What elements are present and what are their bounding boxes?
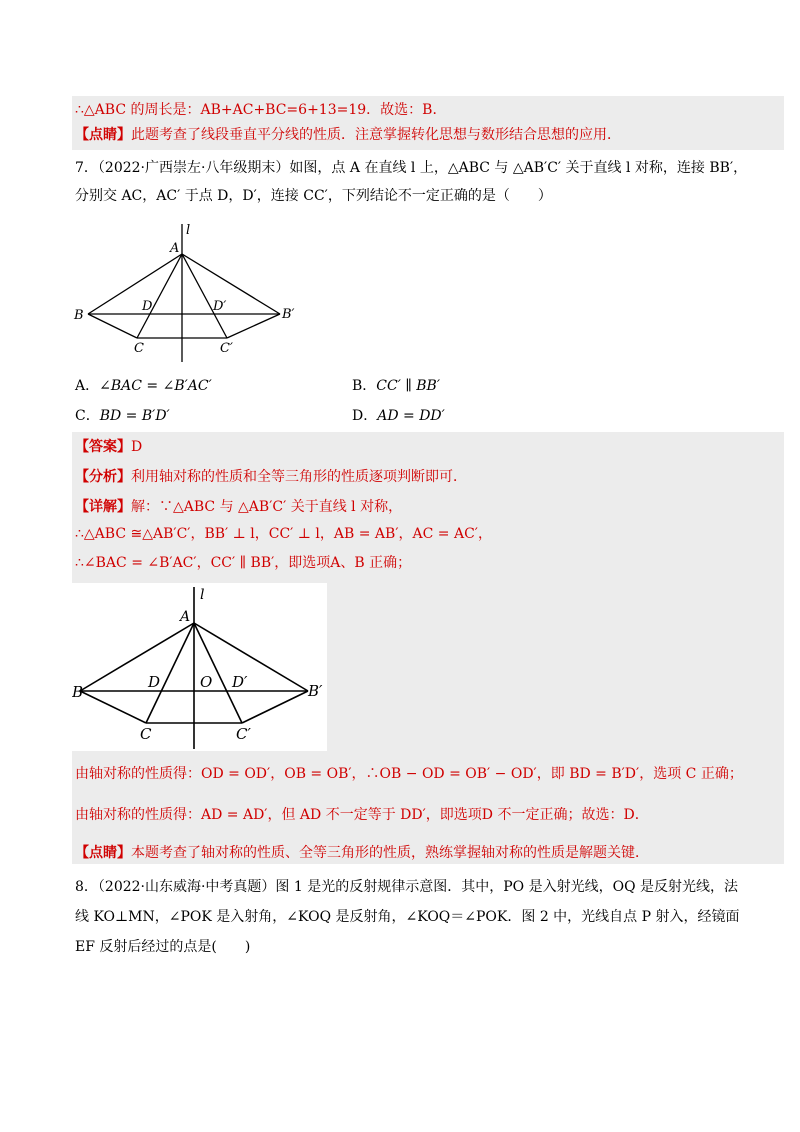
- detail-line3: ∴∠BAC = ∠B′AC′，CC′ ∥ BB′，即选项A、B 正确；: [75, 555, 412, 571]
- label-A: A: [170, 241, 180, 256]
- label-B: B: [74, 308, 84, 323]
- fig2-label-A: A: [180, 609, 191, 625]
- fig2-label-Cp: C′: [236, 725, 251, 743]
- q7-stem-line2: 分别交 AC，AC′ 于点 D，D′，连接 CC′，下列结论不一定正确的是（ ）: [75, 188, 552, 204]
- fig2-label-O: O: [200, 673, 213, 691]
- fig2-label-B: B: [72, 683, 84, 701]
- fig2-label-l: l: [200, 587, 205, 603]
- q8-stem-line1: 8．（2022·山东威海·中考真题）图 1 是光的反射规律示意图．其中，PO 是入射光线，OQ 是反射光线，法: [75, 879, 738, 895]
- prev-comment: [75, 125, 621, 145]
- fig2-label-D: D: [148, 673, 161, 691]
- fig2-label-Dp: D′: [232, 673, 248, 691]
- option-d: D．AD = DD′: [352, 408, 445, 424]
- q7-figure: [70, 218, 300, 366]
- label-Cp: C′: [220, 341, 233, 356]
- analysis-line: 【分析】利用轴对称的性质和全等三角形的性质逐项判断即可．: [75, 469, 467, 485]
- detail-line4: 由轴对称的性质得：OD = OD′，OB = OB′，∴OB − OD = OB′ − OD′，即 BD = B′D′，选项 C 正确；: [75, 766, 743, 782]
- option-a: A．∠BAC = ∠B′AC′: [75, 378, 212, 394]
- q8-stem-line2: 线 KO⊥MN，∠POK 是入射角，∠KOQ 是反射角，∠KOQ＝∠POK．图 2 中，光线自点 P 射入，经镜面: [75, 909, 740, 925]
- comment-tag: 【点睛】: [75, 127, 131, 143]
- detail-line5: 由轴对称的性质得：AD = AD′，但 AD 不一定等于 DD′，即选项D 不一定正确；故选：D．: [75, 807, 649, 823]
- label-Dp: D′: [213, 299, 227, 314]
- option-b: B．CC′ ∥ BB′: [352, 378, 441, 394]
- label-l: l: [186, 223, 191, 238]
- q7-stem-line1: 7．（2022·广西崇左·八年级期末）如图，点 A 在直线 l 上，△ABC 与 △AB′C′ 关于直线 l 对称，连接 BB′，: [75, 160, 748, 176]
- detail-line2: ∴△ABC ≅△AB′C′，BB′ ⊥ l，CC′ ⊥ l，AB = AB′，AC = AC′，: [75, 526, 492, 542]
- label-Bp: B′: [282, 307, 295, 322]
- label-D: D: [142, 299, 153, 314]
- option-c: C．BD = B′D′: [75, 408, 170, 424]
- answer-line: 【答案】D: [75, 439, 143, 455]
- fig2-label-Bp: B′: [308, 682, 323, 700]
- comment-text: 此题考查了线段垂直平分线的性质．注意掌握转化思想与数形结合思想的应用．: [131, 127, 621, 143]
- q7-solution-figure: [72, 583, 327, 751]
- prev-conclusion: ∴△ABC 的周长是：AB+AC+BC=6+13=19．故选：B．: [75, 102, 447, 118]
- fig2-label-C: C: [140, 725, 152, 743]
- detail-line1: 【详解】解：∵△ABC 与 △AB′C′ 关于直线 l 对称，: [75, 499, 403, 515]
- q7-comment: 【点睛】本题考查了轴对称的性质、全等三角形的性质，熟练掌握轴对称的性质是解题关键．: [75, 845, 649, 861]
- q8-stem-line3: EF 反射后经过的点是( ): [75, 939, 251, 955]
- label-C: C: [134, 341, 144, 356]
